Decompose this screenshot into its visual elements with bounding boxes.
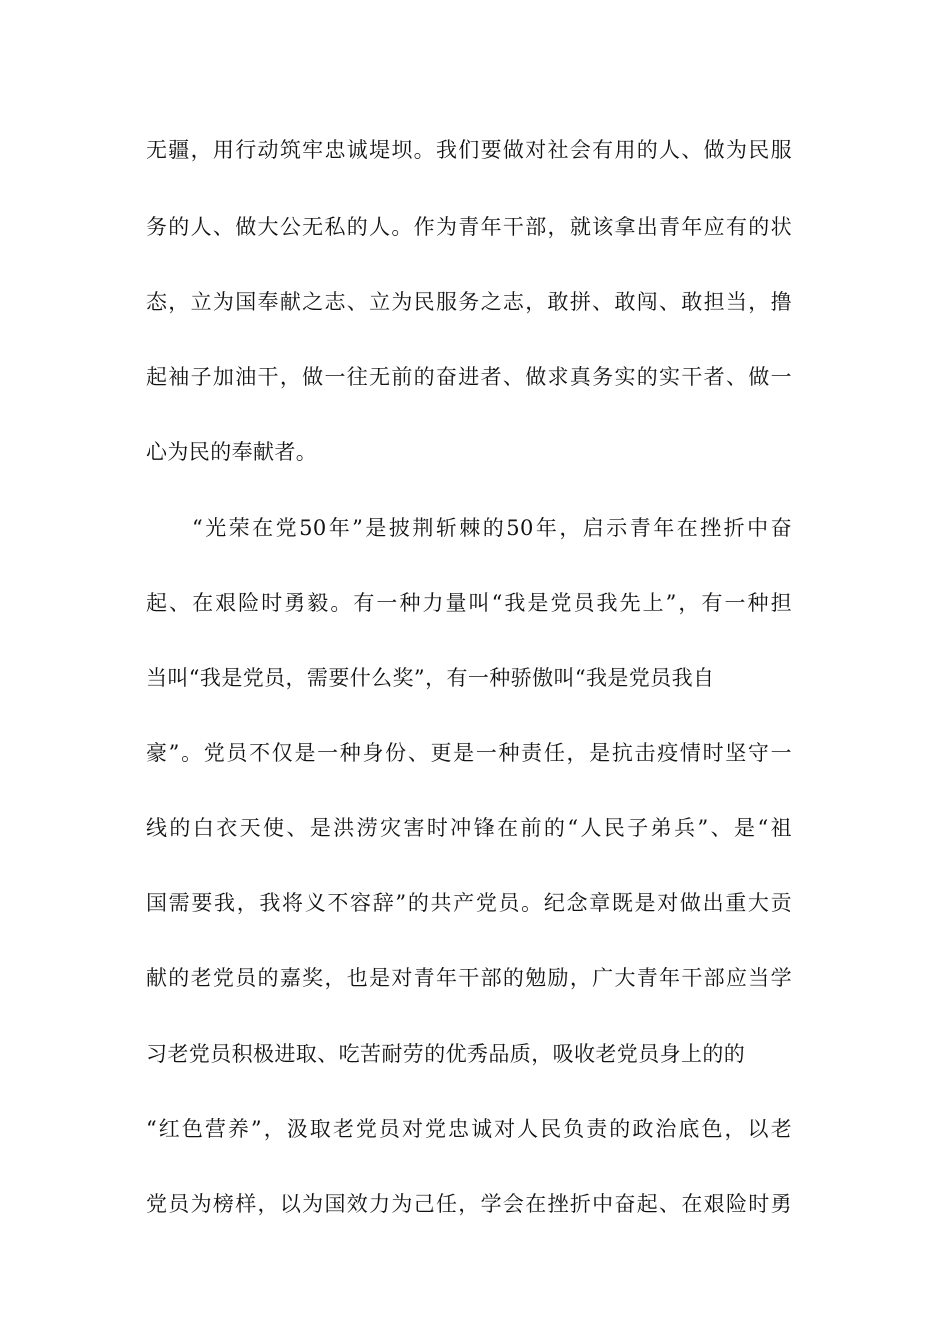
text-line: 起袖子加油干，做一往无前的奋进者、做求真务实的实干者、做一 [146, 365, 792, 389]
text-line: 态，立为国奉献之志、立为民服务之志，敢拼、敢闯、敢担当，撸 [146, 290, 792, 314]
text-line: 国需要我，我将义不容辞”的共产党员。纪念章既是对做出重大贡 [146, 891, 792, 915]
text-line: 豪”。党员不仅是一种身份、更是一种责任，是抗击疫情时坚守一 [146, 741, 792, 765]
text-line: “红色营养”，汲取老党员对党忠诚对人民负责的政治底色，以老 [146, 1117, 792, 1141]
text-line: 务的人、做大公无私的人。作为青年干部，就该拿出青年应有的状 [146, 215, 792, 239]
text-line: 献的老党员的嘉奖，也是对青年干部的勉励，广大青年干部应当学 [146, 966, 792, 990]
paragraph-first-line: “光荣在党50年”是披荆斩棘的50年，启示青年在挫折中奋 [192, 516, 792, 540]
text-line: 当叫“我是党员，需要什么奖”，有一种骄傲叫“我是党员我自 [146, 666, 715, 690]
text-line: 心为民的奉献者。 [146, 440, 318, 464]
text-line: 线的白衣天使、是洪涝灾害时冲锋在前的“人民子弟兵”、是“祖 [146, 816, 792, 840]
text-line: 习老党员积极进取、吃苦耐劳的优秀品质，吸收老党员身上的的 [146, 1042, 746, 1066]
text-line: 党员为榜样，以为国效力为己任，学会在挫折中奋起、在艰险时勇 [146, 1192, 792, 1216]
text-line: 无疆，用行动筑牢忠诚堤坝。我们要做对社会有用的人、做为民服 [146, 138, 792, 162]
text-line: 起、在艰险时勇毅。有一种力量叫“我是党员我先上”，有一种担 [146, 591, 792, 615]
